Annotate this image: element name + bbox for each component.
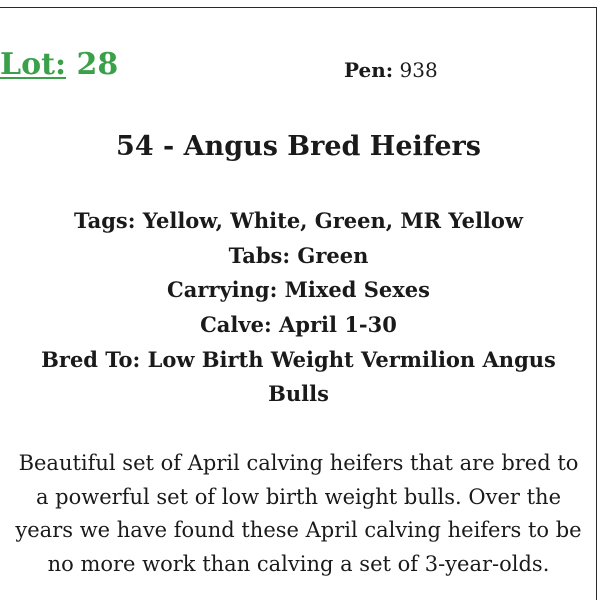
pen-value: 938 (399, 58, 438, 82)
tags-line: Tags: Yellow, White, Green, MR Yellow (74, 208, 523, 233)
carrying-line: Carrying: Mixed Sexes (167, 277, 430, 303)
description-line: a powerful set of low birth weight bulls. Over the (35, 484, 561, 509)
lot-label: Lot: (0, 47, 67, 82)
description-line: years we have found these April calving heifers to be (15, 518, 582, 542)
pen-label: Pen: (344, 58, 394, 82)
lot-details (0, 206, 597, 414)
lot-value: 28 (76, 47, 119, 82)
pen-number (344, 60, 438, 80)
description-line: Beautiful set of April calving heifers that are bred to (18, 451, 579, 475)
description-line: no more work than calving a set of 3-year-olds. (47, 551, 550, 576)
bred-to-line-continued: Bulls (268, 381, 329, 407)
lot-title: 54 - Angus Bred Heifers (116, 131, 481, 162)
lot-description (0, 448, 597, 582)
lot-number (0, 47, 119, 82)
tabs-line: Tabs: Green (228, 242, 369, 268)
calve-line: Calve: April 1-30 (200, 312, 397, 338)
top-border (0, 7, 597, 8)
bred-to-line: Bred To: Low Birth Weight Vermilion Angus (41, 346, 556, 372)
